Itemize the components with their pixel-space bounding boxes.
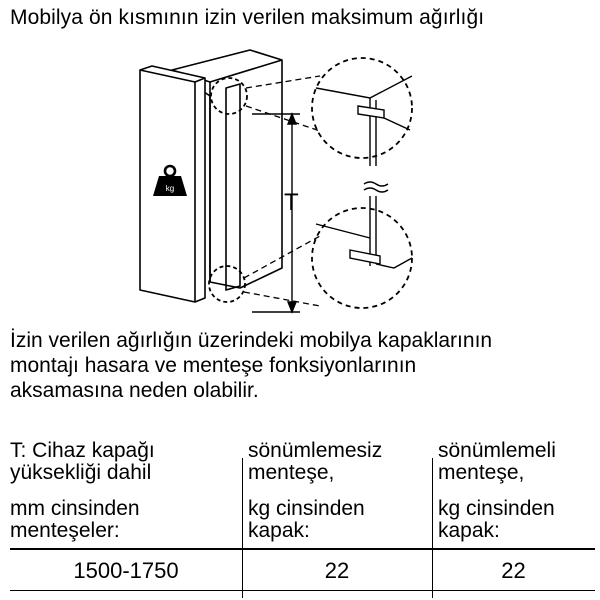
header-separator bbox=[10, 548, 595, 550]
appliance-door-diagram bbox=[0, 36, 600, 322]
header-line: sönümlemeli bbox=[438, 439, 556, 462]
col3-header bbox=[438, 440, 556, 542]
height-dimension-label: T bbox=[284, 189, 299, 216]
warning-line: İzin verilen ağırlığın üzerindeki mobilya kapaklarının bbox=[10, 329, 493, 352]
header-line: kg cinsinden bbox=[438, 497, 555, 520]
header-line: kg cinsinden bbox=[248, 497, 365, 520]
warning-line: montajı hasara ve menteşe fonksiyonlarının bbox=[10, 354, 417, 377]
warning-text bbox=[10, 328, 595, 403]
header-line: sönümlemesiz bbox=[248, 439, 383, 462]
header-line: kapak: bbox=[438, 519, 500, 542]
upper-hinge-detail bbox=[312, 58, 412, 166]
header-line: menteşe, bbox=[248, 461, 335, 484]
page-title: Mobilya ön kısmının izin verilen maksimum ağırlığı bbox=[10, 6, 485, 29]
weight-label: kg bbox=[165, 184, 175, 193]
table-cell-undamped: 22 bbox=[324, 558, 350, 583]
header-line: menteşeler: bbox=[10, 519, 120, 542]
warning-line: aksamasına neden olabilir. bbox=[10, 379, 259, 402]
header-line: yüksekliği dahil bbox=[10, 461, 152, 484]
header-line: T: Cihaz kapağı bbox=[10, 439, 155, 462]
table-cell-height: 1500-1750 bbox=[73, 558, 179, 583]
lower-hinge-detail bbox=[312, 196, 412, 308]
col2-header bbox=[248, 440, 382, 542]
table-bottom-line bbox=[10, 590, 595, 591]
header-line: menteşe, bbox=[438, 461, 525, 484]
col1-header bbox=[10, 440, 155, 542]
header-line: kapak: bbox=[248, 519, 310, 542]
header-line: mm cinsinden bbox=[10, 497, 140, 520]
table-cell-damped: 22 bbox=[501, 558, 526, 583]
